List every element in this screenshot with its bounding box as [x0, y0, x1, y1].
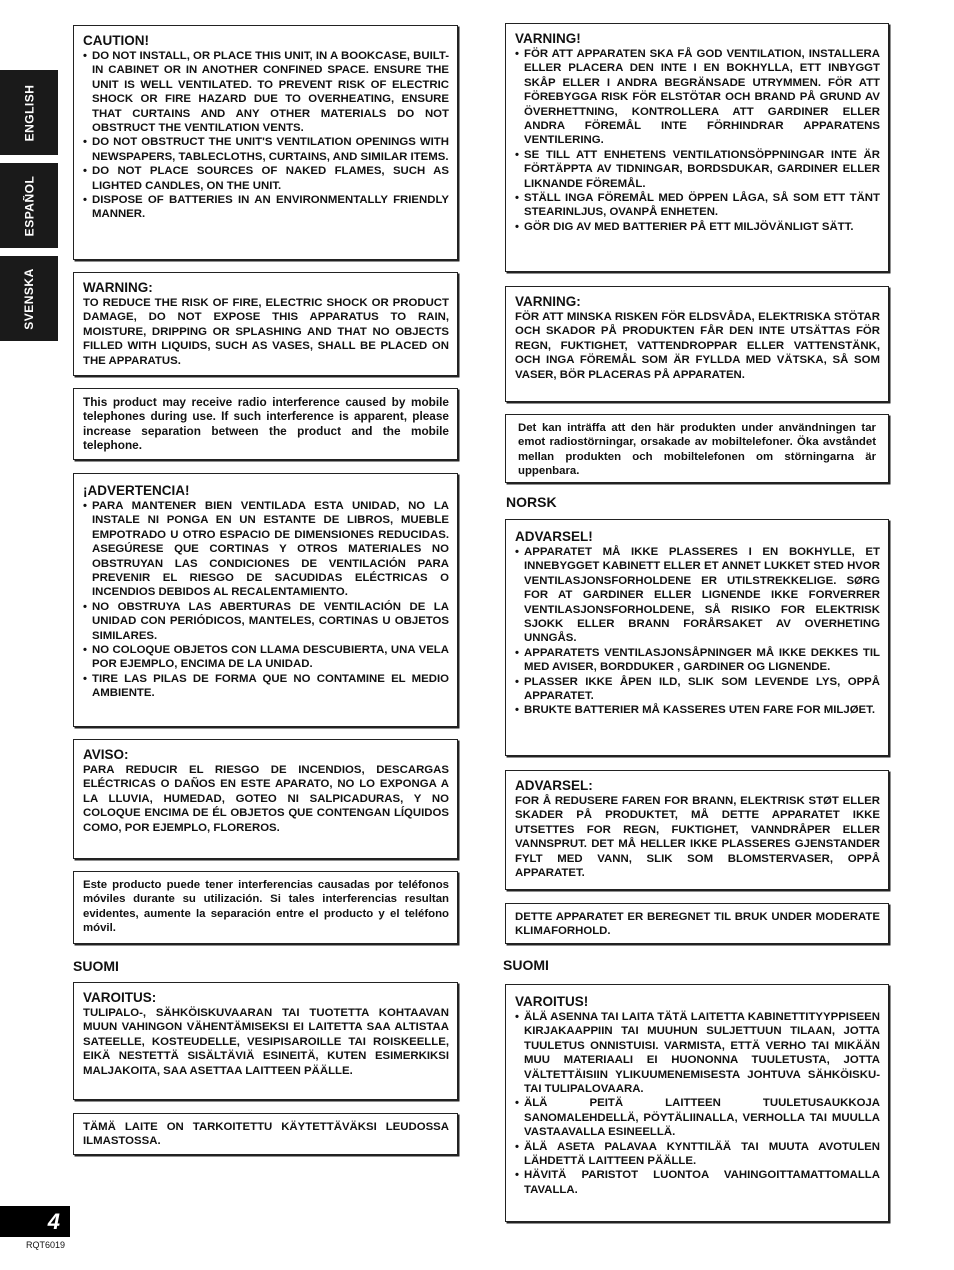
varning1-item: • GÖR DIG AV MED BATTERIER PÅ ETT MILJÖVÄNLIGT SÄTT. — [515, 220, 880, 234]
varoitus-item: • HÄVITÄ PARISTOT LUONTOA VAHINGOITTAMATTOMALLA TAVALLA. — [515, 1168, 880, 1197]
varning2-heading: VARNING: — [515, 294, 581, 309]
advarsel1-item: • APPARATET MÅ IKKE PLASSERES I EN BOKHYLLE, ET INNEBYGGET KABINETT ELLER ET ANNET LUKKET STED HVOR VENTILASJONSFORHOLDENE ER UTILSTREKKELIGE. SØRG FOR AT GARDINER ELLER LIGNENDE IKKE FORVERRER VENTILASJONSFORHOLDENE, SÅ RISIKO FOR ELEKTRISK SJOKK ELLER BRANN FORÅRSAKET AV OVERHETING UNNGÅS. — [515, 545, 880, 646]
suomi-label-right: SUOMI — [503, 957, 549, 973]
varoitus-text-left: TULIPALO-, SÄHKÖISKUVAARAN TAI TUOTETTA KOHTAAVAN MUUN VAHINGON VÄHENTÄMISEKSI EI LAITETTA SAA ALTISTAA SATEELLE, KOSTEUDELLE, VESIPISAROILLE TAI ROISKEELLE, EIKÄ NESTETTÄ SISÄLTÄVIÄ ESINEITÄ, KUTEN ESIMERKIKSI MALJAKOITA, SAA ASETTAA LAITTEEN PÄÄLLE. — [83, 1007, 449, 1077]
varoitus-item: • ÄLÄ ASETA PALAVAA KYNTTILÄÄ TAI MUUTA AVOTULEN LÄHDETTÄ LAITTEEN PÄÄLLE. — [515, 1140, 880, 1169]
caution-item: • DO NOT OBSTRUCT THE UNIT'S VENTILATION OPENINGS WITH NEWSPAPERS, TABLECLOTHS, CURTAINS, AND SIMILAR ITEMS. — [83, 135, 449, 164]
suomi-label-left: SUOMI — [73, 958, 119, 974]
interferencia-box — [73, 871, 458, 944]
advertencia-item: • TIRE LAS PILAS DE FORMA QUE NO CONTAMINE EL MEDIO AMBIENTE. — [83, 672, 449, 701]
varning2-box — [505, 286, 889, 402]
advarsel2-text: FOR Å REDUSERE FAREN FOR BRANN, ELEKTRISK STØT ELLER SKADER PÅ PRODUKTET, MÅ DETTE APPARATET IKKE UTSETTES FOR REGN, FUKTIGHET, VANNDRÅPER ELLER VANNSPRUT. DET MÅ HELLER IKKE PLASSERES GJENSTANDER FYLT MED VANN, SLIK SOM BLOMSTERVASER, OPPÅ APPARATET. — [515, 795, 880, 880]
advertencia-item: • PARA MANTENER BIEN VENTILADA ESTA UNIDAD, NO LA INSTALE NI PONGA EN UN ESTANTE DE LIBROS, MUEBLE EMPOTRADO U OTRO ESPACIO DE DIMENSIONES REDUCIDAS. ASEGÚRESE QUE CORTINAS Y OTROS MATERIALES NO OBSTRUYAN LAS CONDICIONES DE VENTILACIÓN PARA PREVENIR EL RIESGO DE SACUDIDAS ELÉCTRICAS O INCENDIOS DEBIDOS AL RECALENTAMIENTO. — [83, 499, 449, 600]
varning1-heading: VARNING! — [515, 31, 581, 46]
interference-box — [73, 388, 458, 460]
klima-text: DETTE APPARATET ER BEREGNET TIL BRUK UNDER MODERATE KLIMAFORHOLD. — [515, 911, 880, 938]
interferens-box — [505, 414, 889, 483]
warning-text: TO REDUCE THE RISK OF FIRE, ELECTRIC SHOCK OR PRODUCT DAMAGE, DO NOT EXPOSE THIS APPARATUS TO RAIN, MOISTURE, DRIPPING OR SPLASHING AND THAT NO OBJECTS FILLED WITH LIQUIDS, SUCH AS VASES, SHALL BE PLACED ON THE APPARATUS. — [83, 297, 449, 367]
tama-laite-box — [73, 1113, 458, 1155]
klima-box — [505, 903, 889, 944]
aviso-box — [73, 739, 458, 859]
varning1-item: • FÖR ATT APPARATEN SKA FÅ GOD VENTILATION, INSTALLERA ELLER PLACERA DEN INTE I EN BOKHYLLA, ETT INBYGGT SKÅP ELLER I ANDRA BEGRÄNSADE UTRYMMEN. FÖR ATT FÖREBYGGA RISK FÖR ELSTÖTAR OCH BRAND PÅ GRUND AV ÖVERHETTNING, KONTROLLERA ATT GARDINER ELLER ANDRA FÖREMÅL INTE FÖRHINDRAR APPARATENS VENTILERING. — [515, 47, 880, 148]
caution-box — [73, 25, 458, 260]
tab-svenska — [0, 256, 58, 341]
advarsel1-item: • PLASSER IKKE ÅPEN ILD, SLIK SOM LEVENDE LYS, OPPÅ APPARATET. — [515, 675, 880, 704]
norsk-label: NORSK — [506, 494, 557, 510]
varning2-text: FÖR ATT MINSKA RISKEN FÖR ELDSVÅDA, ELEKTRISKA STÖTAR OCH SKADOR PÅ PRODUKTEN FÅR DEN INTE UTSÄTTAS FÖR REGN, FUKTIGHET, VATTENDROPPAR ELLER VATTENSTÄNK, OCH INGA FÖREMÅL SOM ÄR FYLLDA MED VÄTSKA, SÅ SOM VASER, BÖR PLACERAS PÅ APPARATEN. — [515, 311, 880, 381]
tab-english-label: ENGLISH — [22, 84, 36, 141]
advarsel2-box — [505, 770, 889, 890]
tab-espanol — [0, 163, 58, 248]
interferens-text: Det kan inträffa att den här produkten under användningen tar emot radiostörningar, orsakade av mobiltelefoner. Öka avståndet mellan produkten och mobiltelefonen om störningarna är uppenbara. — [518, 422, 876, 478]
page-number: 4 — [0, 1206, 70, 1237]
varoitus-box-left — [73, 982, 458, 1100]
advarsel1-item: • APPARATETS VENTILASJONSÅPNINGER MÅ IKKE DEKKES TIL MED AVISER, BORDDUKER , GARDINER OG LIGNENDE. — [515, 646, 880, 675]
aviso-heading: AVISO: — [83, 747, 129, 762]
interference-text: This product may receive radio interference caused by mobile telephones during use. If such interference is apparent, please increase separation between the product and the mobile telephone. — [83, 395, 449, 453]
caution-heading: CAUTION! — [83, 33, 149, 48]
advarsel1-heading: ADVARSEL! — [515, 529, 593, 544]
advarsel1-box — [505, 519, 889, 756]
aviso-text: PARA REDUCIR EL RIESGO DE INCENDIOS, DESCARGAS ELÉCTRICAS O DAÑOS EN ESTE APARATO, NO LO EXPONGA A LA LLUVIA, HUMEDAD, GOTEO NI SALPICADURAS, Y NO COLOQUE ENCIMA DE ÉL OBJETOS QUE CONTENGAN LÍQUIDOS COMO, POR EJEMPLO, FLOREROS. — [83, 764, 449, 834]
varning1-item: • STÄLL INGA FÖREMÅL MED ÖPPEN LÅGA, SÅ SOM ETT TÄNT STEARINLJUS, OVANPÅ ENHETEN. — [515, 191, 880, 220]
advertencia-item: • NO COLOQUE OBJETOS CON LLAMA DESCUBIERTA, UNA VELA POR EJEMPLO, ENCIMA DE LA UNIDAD. — [83, 643, 449, 672]
tab-espanol-label: ESPAÑOL — [22, 175, 36, 236]
advertencia-box — [73, 473, 458, 727]
varoitus-box-right — [505, 984, 889, 1222]
document-code: RQT6019 — [26, 1240, 66, 1250]
advarsel2-heading: ADVARSEL: — [515, 778, 593, 793]
advertencia-heading: ¡ADVERTENCIA! — [83, 483, 190, 498]
tab-english — [0, 70, 58, 155]
tama-laite-text: TÄMÄ LAITE ON TARKOITETTU KÄYTETTÄVÄKSI LEUDOSSA ILMASTOSSA. — [83, 1121, 449, 1148]
varning1-item: • SE TILL ATT ENHETENS VENTILATIONSÖPPNINGAR INTE ÄR FÖRTÄPPTA AV TIDNINGAR, BORDSDUKAR, GARDINER ELLER LIKNANDE FÖREMÅL. — [515, 148, 880, 191]
caution-item: • DO NOT INSTALL, OR PLACE THIS UNIT, IN A BOOKCASE, BUILT-IN CABINET OR IN ANOTHER CONFINED SPACE. ENSURE THE UNIT IS WELL VENTILATED. TO PREVENT RISK OF ELECTRIC SHOCK OR FIRE HAZARD DUE TO OVERHEATING, ENSURE THAT CURTAINS AND ANY OTHER MATERIALS DO NOT OBSTRUCT THE VENTILATION VENTS. — [83, 49, 449, 135]
advarsel1-item: • BRUKTE BATTERIER MÅ KASSERES UTEN FARE FOR MILJØET. — [515, 703, 880, 717]
advertencia-item: • NO OBSTRUYA LAS ABERTURAS DE VENTILACIÓN DE LA UNIDAD CON PERIÓDICOS, MANTELES, CORTINAS U OBJETOS SIMILARES. — [83, 600, 449, 643]
varoitus-item: • ÄLÄ ASENNA TAI LAITA TÄTÄ LAITETTA KABINETTITYYPPISEEN KIRJAKAAPPIIN TAI MUUHUN SULJETTUUN TILAAN, JOTTA TUULETUS ONNISTUISI. VARMISTA, ETTÄ VERHO TAI MIKÄÄN MUU MATERIAALI EI HUONONNA TUULETUSTA, JOTTA VÄLTETTÄISIIN YLIKUUMENEMISESTA JOHTUVA SÄHKÖISKU- TAI TULIPALOVAARA. — [515, 1010, 880, 1096]
varoitus-item: • ÄLÄ PEITÄ LAITTEEN TUULETUSAUKKOJA SANOMALEHDELLÄ, PÖYTÄLIINALLA, VERHOLLA TAI MUULLA VASTAAVALLA ESINEELLÄ. — [515, 1096, 880, 1139]
varning1-box — [505, 23, 889, 272]
tab-svenska-label: SVENSKA — [22, 267, 37, 330]
caution-item: • DO NOT PLACE SOURCES OF NAKED FLAMES, SUCH AS LIGHTED CANDLES, ON THE UNIT. — [83, 164, 449, 193]
varoitus-heading-left: VAROITUS: — [83, 990, 157, 1005]
warning-heading: WARNING: — [83, 280, 153, 295]
interferencia-text: Este producto puede tener interferencias causadas por teléfonos móviles durante su utilización. Si tales interferencias resultan evidentes, aumente la separación entre el producto y el teléfono móvil. — [83, 879, 449, 935]
varoitus-heading-right: VAROITUS! — [515, 994, 589, 1009]
warning-box — [73, 272, 458, 376]
caution-item: • DISPOSE OF BATTERIES IN AN ENVIRONMENTALLY FRIENDLY MANNER. — [83, 193, 449, 222]
